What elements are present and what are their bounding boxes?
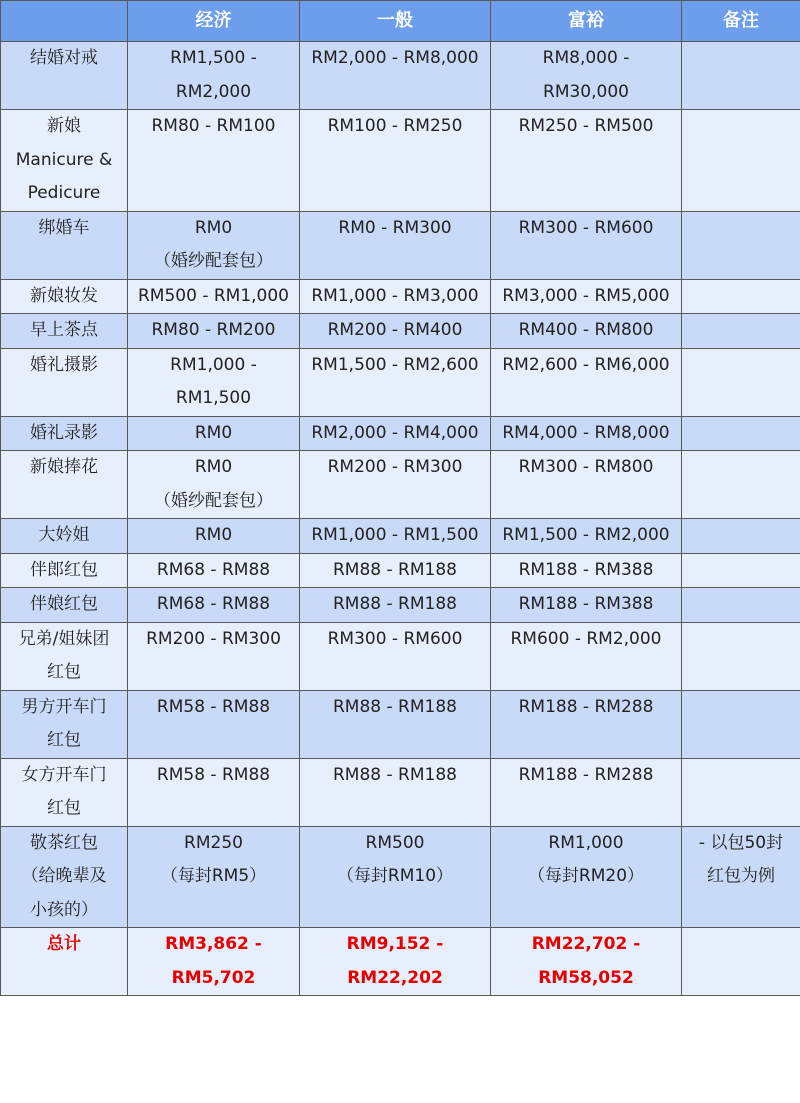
cell-text-line: - 以包50封: [698, 832, 784, 853]
luxury-cell: [491, 519, 682, 554]
cell-text-line: （每封RM5）: [160, 866, 267, 886]
notes-cell: [682, 451, 800, 519]
cell-text-line: RM500: [365, 832, 425, 853]
cell-text-line: RM600 - RM2,000: [510, 628, 662, 649]
luxury-cell: [491, 110, 682, 212]
standard-cell: [300, 279, 491, 314]
cell-text-line: RM88 - RM188: [333, 594, 457, 614]
cell-text-line: RM5,702: [171, 967, 256, 988]
luxury-cell: [491, 211, 682, 279]
cell-text-line: RM100 - RM250: [327, 116, 463, 136]
table-row: [1, 279, 800, 314]
notes-cell: [682, 279, 800, 314]
cell-text-line: RM1,000 - RM3,000: [311, 285, 479, 306]
cell-text-line: （给晚辈及: [21, 866, 107, 886]
economy-cell: [128, 519, 300, 554]
cell-text-line: Manicure &: [15, 149, 113, 170]
item-cell: [1, 416, 128, 451]
economy-cell: [128, 622, 300, 690]
luxury-cell: [491, 690, 682, 758]
cell-text-line: RM88 - RM188: [333, 559, 457, 580]
cell-text-line: RM1,000 - RM1,500: [311, 525, 479, 545]
cell-text-line: RM1,000 -: [170, 354, 257, 375]
cell-text-line: RM68 - RM88: [156, 594, 271, 614]
cell-text-line: RM200 - RM300: [327, 457, 463, 477]
cell-text-line: 绑婚车: [38, 217, 90, 238]
cell-text-line: RM1,000: [548, 832, 624, 853]
item-cell: [1, 758, 128, 826]
header-standard: 一般: [300, 1, 491, 42]
cell-text-line: RM88 - RM188: [333, 764, 457, 785]
item-cell: [1, 348, 128, 416]
standard-cell: [300, 553, 491, 588]
cell-text-line: 新娘妆发: [30, 285, 98, 306]
table-row: [1, 553, 800, 588]
economy-cell: [128, 588, 300, 623]
table-row: [1, 314, 800, 349]
luxury-cell: [491, 588, 682, 623]
cell-text-line: RM0: [194, 457, 233, 477]
cell-text-line: RM2,000: [175, 81, 252, 102]
table-row: [1, 758, 800, 826]
table-row: [1, 42, 800, 110]
notes-cell: [682, 690, 800, 758]
cell-text-line: RM2,000 - RM4,000: [311, 422, 479, 443]
cell-text-line: RM58 - RM88: [156, 764, 271, 785]
cell-text-line: RM22,702 -: [531, 934, 641, 954]
table-row: [1, 348, 800, 416]
cell-text-line: RM80 - RM100: [151, 116, 276, 136]
economy-cell: [128, 348, 300, 416]
economy-cell: [128, 110, 300, 212]
economy-cell: [128, 211, 300, 279]
notes-cell: [682, 758, 800, 826]
cell-text-line: RM250 - RM500: [518, 116, 654, 136]
notes-cell: [682, 42, 800, 110]
standard-cell: [300, 519, 491, 554]
item-cell: [1, 42, 128, 110]
standard-cell: [300, 314, 491, 349]
cell-text-line: Pedicure: [27, 183, 101, 203]
total-economy-cell: [128, 928, 300, 996]
economy-cell: [128, 690, 300, 758]
standard-cell: [300, 348, 491, 416]
luxury-cell: [491, 451, 682, 519]
cell-text-line: RM30,000: [543, 81, 629, 102]
luxury-cell: [491, 348, 682, 416]
notes-cell: [682, 416, 800, 451]
luxury-cell: [491, 622, 682, 690]
item-cell: [1, 211, 128, 279]
notes-cell: [682, 826, 800, 928]
luxury-cell: [491, 553, 682, 588]
item-cell: [1, 826, 128, 928]
economy-cell: [128, 416, 300, 451]
total-notes-cell: [682, 928, 800, 996]
economy-cell: [128, 279, 300, 314]
table-row: [1, 622, 800, 690]
cell-text-line: RM0: [194, 422, 233, 443]
item-cell: [1, 451, 128, 519]
cell-text-line: 兄弟/姐妹团: [18, 628, 110, 649]
economy-cell: [128, 451, 300, 519]
cell-text-line: RM3,862 -: [165, 934, 262, 954]
standard-cell: [300, 622, 491, 690]
item-cell: [1, 519, 128, 554]
table-header-row: [1, 1, 800, 42]
cell-text-line: RM0 - RM300: [338, 217, 452, 238]
cell-text-line: RM2,000 - RM8,000: [311, 48, 479, 68]
notes-cell: [682, 348, 800, 416]
cell-text-line: 女方开车门: [21, 764, 107, 785]
cell-text-line: RM1,500: [175, 388, 252, 408]
total-standard-cell: [300, 928, 491, 996]
cell-text-line: RM58,052: [538, 967, 634, 988]
cell-text-line: RM1,500 - RM2,000: [502, 525, 670, 545]
notes-cell: [682, 588, 800, 623]
luxury-cell: [491, 826, 682, 928]
cell-text-line: RM0: [194, 217, 233, 238]
notes-cell: [682, 519, 800, 554]
table-body: [1, 42, 800, 996]
cell-text-line: RM300 - RM800: [518, 457, 654, 477]
cell-text-line: RM0: [194, 525, 233, 545]
cell-text-line: RM188 - RM388: [518, 594, 654, 614]
item-cell: [1, 622, 128, 690]
cell-text-line: RM1,500 -: [170, 48, 257, 68]
table-row: [1, 110, 800, 212]
cell-text-line: 总计: [47, 934, 81, 954]
item-cell: [1, 110, 128, 212]
cell-text-line: 新娘捧花: [30, 457, 98, 477]
luxury-cell: [491, 279, 682, 314]
item-cell: [1, 279, 128, 314]
cell-text-line: 敬茶红包: [30, 832, 98, 853]
cell-text-line: RM200 - RM300: [146, 628, 281, 649]
economy-cell: [128, 42, 300, 110]
standard-cell: [300, 758, 491, 826]
cell-text-line: RM400 - RM800: [518, 320, 654, 340]
table-row: [1, 588, 800, 623]
cell-text-line: 红包为例: [707, 866, 775, 886]
cell-text-line: RM8,000 -: [542, 48, 630, 68]
notes-cell: [682, 110, 800, 212]
cell-text-line: 红包: [47, 730, 81, 750]
total-row: [1, 928, 800, 996]
cell-text-line: RM300 - RM600: [327, 628, 463, 649]
standard-cell: [300, 451, 491, 519]
cell-text-line: （婚纱配套包）: [154, 251, 273, 271]
notes-cell: [682, 314, 800, 349]
cell-text-line: RM500 - RM1,000: [137, 285, 290, 306]
economy-cell: [128, 826, 300, 928]
header-corner: [1, 1, 128, 42]
cell-text-line: RM3,000 - RM5,000: [502, 285, 670, 306]
cell-text-line: 大妗姐: [38, 525, 90, 545]
economy-cell: [128, 758, 300, 826]
cell-text-line: （婚纱配套包）: [154, 490, 273, 511]
cell-text-line: 男方开车门: [21, 696, 107, 717]
luxury-cell: [491, 42, 682, 110]
table-row: [1, 690, 800, 758]
cell-text-line: RM1,500 - RM2,600: [311, 354, 479, 375]
standard-cell: [300, 826, 491, 928]
cell-text-line: 伴郎红包: [30, 559, 98, 580]
notes-cell: [682, 211, 800, 279]
cell-text-line: RM88 - RM188: [333, 696, 457, 717]
cell-text-line: RM188 - RM288: [518, 764, 654, 785]
standard-cell: [300, 211, 491, 279]
standard-cell: [300, 42, 491, 110]
cell-text-line: 早上茶点: [30, 320, 98, 340]
luxury-cell: [491, 314, 682, 349]
cell-text-line: RM9,152 -: [346, 934, 444, 954]
cell-text-line: RM68 - RM88: [156, 559, 271, 580]
item-cell: [1, 588, 128, 623]
cell-text-line: RM22,202: [347, 967, 443, 988]
header-economy: 经济: [128, 1, 300, 42]
cell-text-line: 红包: [47, 662, 81, 682]
cell-text-line: 婚礼摄影: [30, 354, 98, 375]
total-item-cell: [1, 928, 128, 996]
luxury-cell: [491, 758, 682, 826]
item-cell: [1, 690, 128, 758]
notes-cell: [682, 553, 800, 588]
header-luxury: 富裕: [491, 1, 682, 42]
cell-text-line: RM188 - RM288: [518, 696, 654, 717]
luxury-cell: [491, 416, 682, 451]
cell-text-line: （每封RM20）: [527, 866, 645, 886]
cell-text-line: RM200 - RM400: [327, 320, 463, 340]
cell-text-line: 结婚对戒: [30, 48, 98, 68]
cell-text-line: 红包: [47, 798, 81, 818]
cell-text-line: RM188 - RM388: [518, 559, 654, 580]
table-row: [1, 211, 800, 279]
total-luxury-cell: [491, 928, 682, 996]
table-row: [1, 519, 800, 554]
cell-text-line: RM250: [184, 832, 243, 853]
notes-cell: [682, 622, 800, 690]
header-notes: 备注: [682, 1, 800, 42]
cell-text-line: 婚礼录影: [30, 422, 98, 443]
standard-cell: [300, 588, 491, 623]
cell-text-line: RM58 - RM88: [156, 696, 271, 717]
table-row: [1, 416, 800, 451]
standard-cell: [300, 690, 491, 758]
cell-text-line: （每封RM10）: [336, 866, 454, 886]
economy-cell: [128, 553, 300, 588]
standard-cell: [300, 416, 491, 451]
cell-text-line: RM4,000 - RM8,000: [502, 422, 670, 443]
cell-text-line: 小孩的）: [30, 899, 98, 920]
economy-cell: [128, 314, 300, 349]
table-row: [1, 451, 800, 519]
item-cell: [1, 553, 128, 588]
cell-text-line: 新娘: [47, 116, 81, 136]
table-row: [1, 826, 800, 928]
item-cell: [1, 314, 128, 349]
cell-text-line: RM2,600 - RM6,000: [502, 354, 670, 375]
cell-text-line: RM80 - RM200: [151, 320, 276, 340]
cell-text-line: RM300 - RM600: [518, 217, 654, 238]
cell-text-line: 伴娘红包: [30, 594, 98, 614]
standard-cell: [300, 110, 491, 212]
